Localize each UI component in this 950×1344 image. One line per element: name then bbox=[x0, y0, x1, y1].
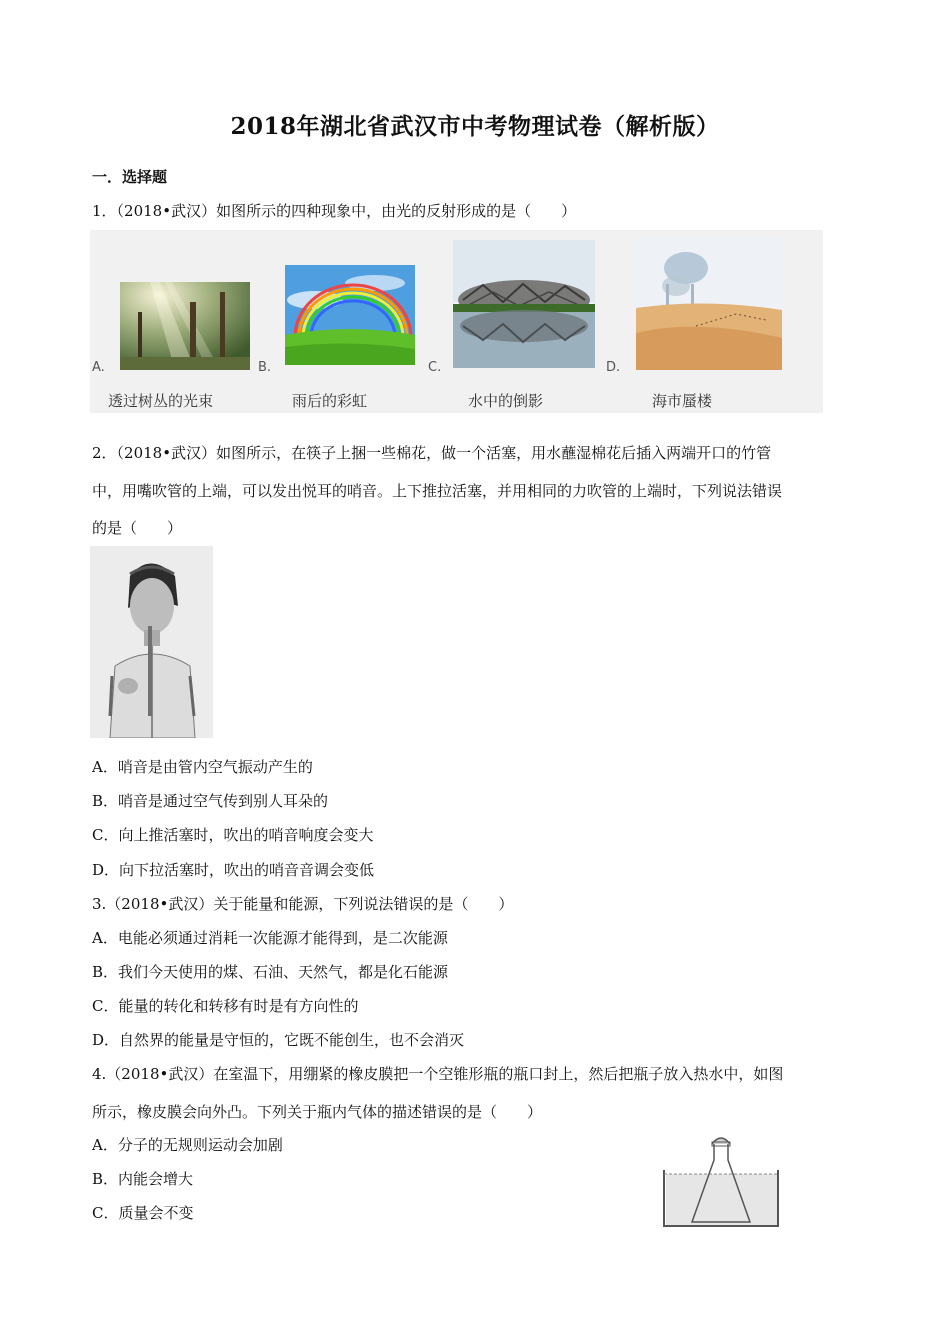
section-heading: 一．选择题 bbox=[92, 168, 168, 186]
q3-option-d: D．自然界的能量是守恒的，它既不能创生，也不会消灭 bbox=[92, 1031, 465, 1049]
q3-option-c: C．能量的转化和转移有时是有方向性的 bbox=[92, 997, 359, 1015]
caption-a: 透过树丛的光束 bbox=[108, 392, 214, 410]
caption-b: 雨后的彩虹 bbox=[292, 392, 368, 410]
q4-stem-line-1: 4.（2018•武汉）在室温下，用绷紧的橡皮膜把一个空锥形瓶的瓶口封上，然后把瓶子放入热水中，如图 bbox=[92, 1065, 784, 1083]
q3-option-b: B．我们今天使用的煤、石油、天然气，都是化石能源 bbox=[92, 963, 449, 981]
q2-option-c: C．向上推活塞时，吹出的哨音响度会变大 bbox=[92, 826, 374, 844]
q3-stem: 3.（2018•武汉）关于能量和能源，下列说法错误的是（ ） bbox=[92, 895, 514, 913]
option-letter-c: C. bbox=[428, 360, 442, 375]
caption-d: 海市蜃楼 bbox=[652, 392, 713, 410]
q4-option-b: B．内能会增大 bbox=[92, 1170, 194, 1188]
girl-blowing-pipe-photo bbox=[90, 546, 213, 738]
q2-stem-line-1: 2．（2018•武汉）如图所示，在筷子上捆一些棉花，做一个活塞，用水蘸湿棉花后插入两端开口的竹管 bbox=[92, 444, 772, 462]
mirage-photo bbox=[636, 238, 782, 370]
rainbow-photo bbox=[285, 265, 415, 365]
q2-option-b: B．哨音是通过空气传到别人耳朵的 bbox=[92, 792, 329, 810]
q4-option-c: C．质量会不变 bbox=[92, 1204, 194, 1222]
option-letter-b: B. bbox=[258, 360, 272, 375]
q4-option-a: A．分子的无规则运动会加剧 bbox=[92, 1136, 283, 1154]
q2-option-d: D．向下拉活塞时，吹出的哨音音调会变低 bbox=[92, 861, 375, 879]
option-letter-d: D. bbox=[606, 360, 621, 375]
page-title: 2018年湖北省武汉市中考物理试卷（解析版） bbox=[230, 113, 720, 140]
q2-stem-line-3: 的是（ ） bbox=[92, 519, 183, 537]
q2-stem-line-2: 中，用嘴吹管的上端，可以发出悦耳的哨音。上下推拉活塞，并用相同的力吹管的上端时，下列说法错误 bbox=[92, 482, 783, 500]
caption-c: 水中的倒影 bbox=[468, 392, 544, 410]
q1-image-strip bbox=[90, 230, 823, 413]
q2-option-a: A．哨音是由管内空气振动产生的 bbox=[92, 758, 313, 776]
q3-option-a: A．电能必须通过消耗一次能源才能得到，是二次能源 bbox=[92, 929, 448, 947]
q1-stem: 1．（2018•武汉）如图所示的四种现象中，由光的反射形成的是（ ） bbox=[92, 202, 577, 220]
option-letter-a: A. bbox=[92, 360, 105, 375]
forest-light-photo bbox=[120, 282, 250, 370]
flask-in-hot-water-diagram bbox=[660, 1130, 782, 1230]
q4-stem-line-2: 所示，橡皮膜会向外凸。下列关于瓶内气体的描述错误的是（ ） bbox=[92, 1103, 543, 1121]
reflection-photo bbox=[453, 240, 595, 368]
